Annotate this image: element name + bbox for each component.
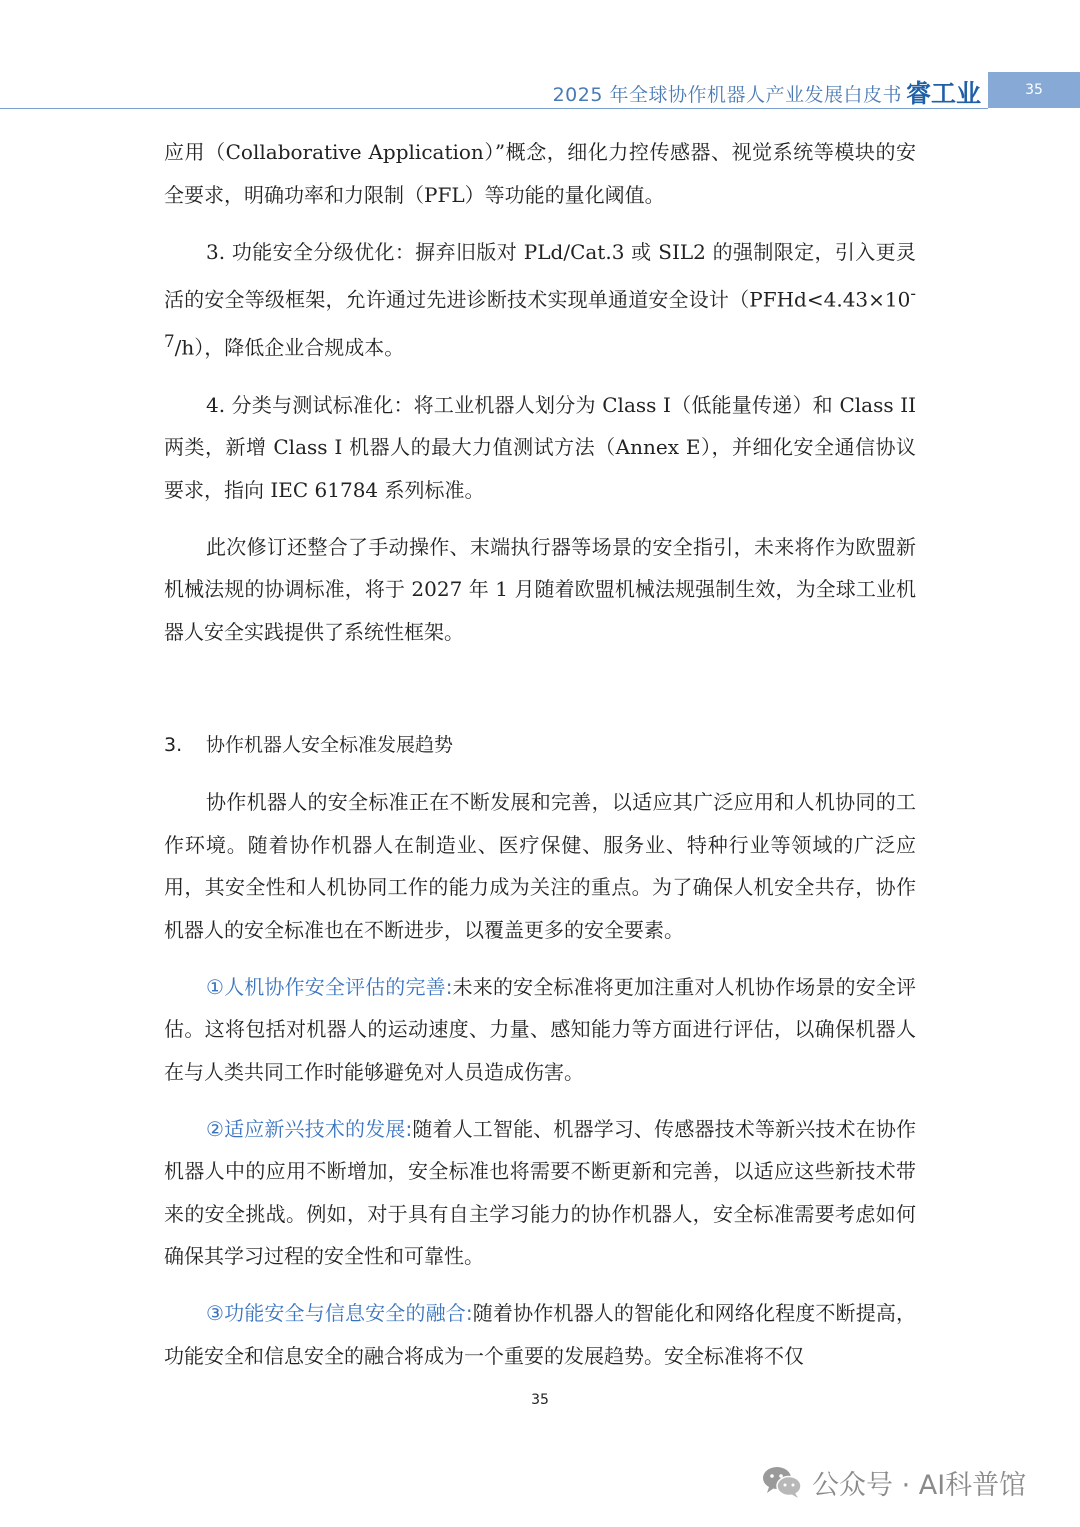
paragraph-4: 此次修订还整合了手动操作、末端执行器等场景的安全指引，未来将作为欧盟新机械法规的协调标准，将于 2027 年 1 月随着欧盟机械法规强制生效，为全球工业机器人安全实践提供了系统性框架。 (164, 534, 916, 644)
paragraph-2-text: 3. 功能安全分级优化：摒弃旧版对 PLd/Cat.3 或 SIL2 的强制限定，引入更灵活的安全等级框架，允许通过先进诊断技术实现单通道安全设计（PFHd<4.43×10 (164, 239, 916, 312)
paragraph-5: 协作机器人的安全标准正在不断发展和完善，以适应其广泛应用和人机协同的工作环境。随着协作机器人在制造业、医疗保健、服务业、特种行业等领域的广泛应用，其安全性和人机协同工作的能力成为关注的重点。为了确保人机安全共存，协作机器人的安全标准也在不断进步，以覆盖更多的安全要素。 (164, 790, 916, 942)
section-title: 协作机器人安全标准发展趋势 (206, 734, 454, 757)
header-title: 2025 年全球协作机器人产业发展白皮书 (552, 84, 902, 106)
paragraph-6-highlight: ①人机协作安全评估的完善: (206, 974, 453, 999)
paragraph-2-superscript: -7 (164, 284, 916, 352)
paragraph-2-tail: /h），降低企业合规成本。 (174, 335, 405, 360)
paragraph-8-highlight: ③功能安全与信息安全的融合: (206, 1301, 473, 1326)
paragraph-6-text: 未来的安全标准将更加注重对人机协作场景的安全评估。这将包括对机器人的运动速度、力量、感知能力等方面进行评估，以确保机器人在与人类共同工作时能够避免对人员造成伤害。 (164, 974, 917, 1084)
footer-page-number: 35 (531, 1392, 549, 1408)
paragraph-6 (164, 966, 916, 1094)
paragraph-1: 应用（Collaborative Application）”概念，细化力控传感器、视觉系统等模块的安全要求，明确功率和力限制（PFL）等功能的量化阈值。 (164, 140, 916, 207)
brand-logo: 睿工业 (906, 79, 982, 108)
paragraph-2 (164, 231, 916, 370)
header-page-number: 35 (988, 72, 1080, 108)
watermark (760, 1462, 1026, 1502)
watermark-text: 公众号 · AI科普馆 (812, 1469, 1027, 1501)
header-divider (0, 108, 988, 109)
page-content (164, 131, 916, 1377)
paragraph-8 (164, 1292, 916, 1377)
paragraph-3: 4. 分类与测试标准化：将工业机器人划分为 Class I（低能量传递）和 Class II 两类，新增 Class I 机器人的最大力值测试方法（Annex E），并细化安全通信协议要求，指向 IEC 61784 系列标准。 (164, 392, 916, 502)
wechat-icon (760, 1464, 804, 1500)
paragraph-8-text: 随着协作机器人的智能化和网络化程度不断提高，功能安全和信息安全的融合将成为一个重要的发展趋势。安全标准将不仅 (164, 1301, 917, 1368)
section-heading (164, 724, 916, 767)
paragraph-7-highlight: ②适应新兴技术的发展: (206, 1116, 413, 1141)
paragraph-7 (164, 1108, 916, 1278)
paragraph-7-text: 随着人工智能、机器学习、传感器技术等新兴技术在协作机器人中的应用不断增加，安全标准也将需要不断更新和完善，以适应这些新技术带来的安全挑战。例如，对于具有自主学习能力的协作机器人，安全标准需要考虑如何确保其学习过程的安全性和可靠性。 (164, 1116, 917, 1269)
section-number: 3. (164, 734, 183, 757)
